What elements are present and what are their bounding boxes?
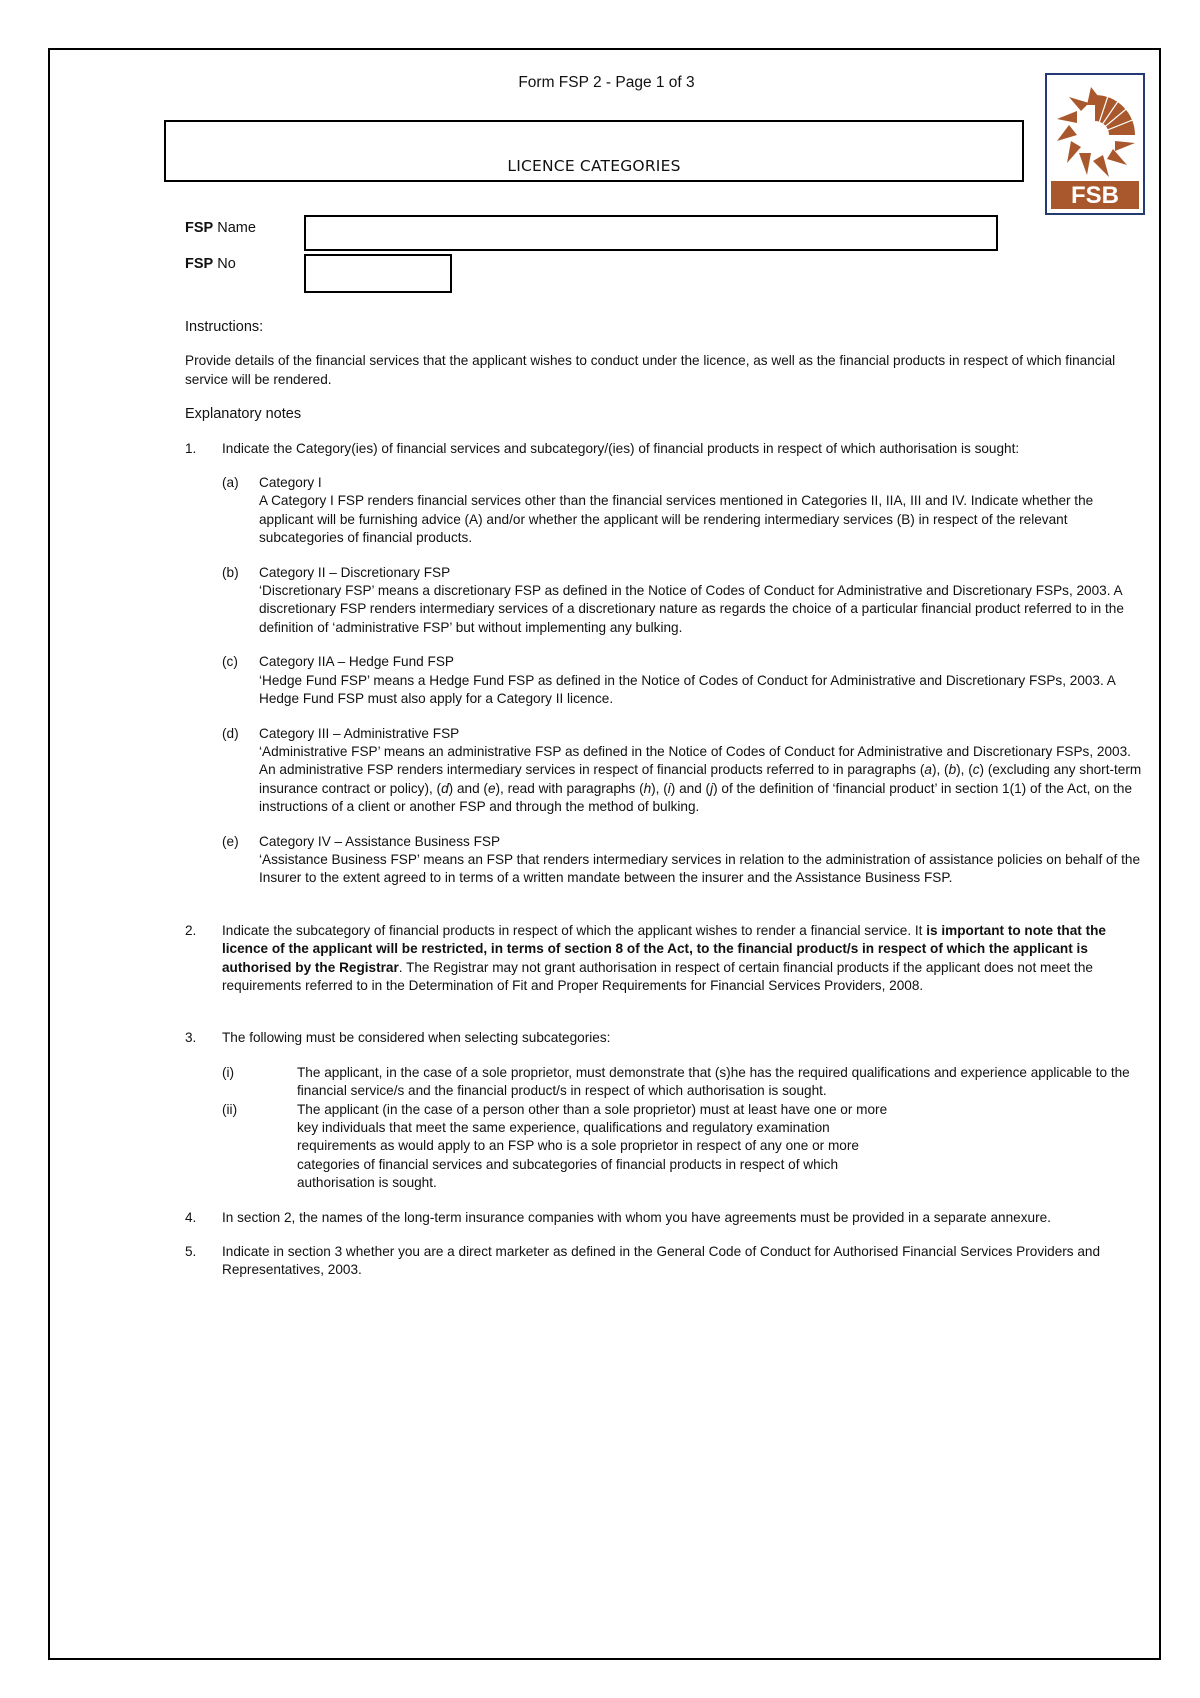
fsb-logo (1045, 73, 1145, 215)
category-title: Category I (259, 475, 322, 491)
section-title: LICENCE CATEGORIES (507, 157, 681, 175)
note-text: Indicate the subcategory of financial products in respect of which the applicant wishes to render a financial service. It is important to note that the licence of the applicant will be restricted, in terms of section 8 of the Act, to the financial product/s in respect of which the applicant is authorised by the Registrar. The Registrar may not grant authorisation in respect of certain financial products if the applicant does not meet the requirements referred to in the Determination of Fit and Proper Requirements for Financial Services Providers, 2008. (222, 922, 1106, 993)
category-label: (a) (222, 475, 239, 491)
section-title-box (164, 120, 1024, 182)
consideration-item-i (185, 1064, 1145, 1101)
category-title: Category III – Administrative FSP (259, 725, 460, 741)
note-item-2 (185, 922, 1145, 996)
form-page-header: Form FSP 2 - Page 1 of 3 (518, 74, 695, 91)
category-item-e (185, 833, 1145, 888)
notes-heading: Explanatory notes (185, 406, 302, 423)
fsp-name-input[interactable] (304, 215, 998, 251)
category-text: A Category I FSP renders financial services other than the financial services mentioned in Categories II, IIA, III and IV. Indicate whether the applicant will be furnishing advice (A) and/or whether the applicant will be rendering intermediary services (B) in respect of the relevant subcategories of financial products. (259, 493, 1094, 546)
category-item-b (185, 564, 1145, 638)
consideration-item-ii (185, 1101, 1145, 1193)
note-number: 2. (185, 922, 197, 938)
note-item-5 (185, 1243, 1145, 1280)
note-item-1 (185, 440, 1145, 458)
note-number: 5. (185, 1244, 197, 1260)
note-text: Indicate in section 3 whether you are a direct marketer as defined in the General Code of Conduct for Authorised Financial Services Providers and Representatives, 2003. (222, 1244, 1101, 1278)
category-item-a (185, 474, 1145, 548)
category-label: (b) (222, 564, 239, 580)
fsb-logo-text: FSB (1071, 182, 1119, 209)
note-text: In section 2, the names of the long-term insurance companies with whom you have agreements must be provided in a separate annexure. (222, 1209, 1051, 1225)
category-label: (e) (222, 833, 239, 849)
instructions-body (185, 318, 1145, 1280)
page-frame (48, 48, 1161, 1660)
consideration-line: The applicant (in the case of a person other than a sole proprietor) must at least have one or more (297, 1101, 888, 1117)
category-text: ‘Assistance Business FSP’ means an FSP that renders intermediary services in relation to the administration of assistance policies on behalf of the Insurer to the extent agreed to in terms of a written mandate between the insurer and the Assistance Business FSP. (259, 851, 1141, 886)
consideration-line: key individuals that meet the same experience, qualifications and regulatory examination (297, 1120, 830, 1135)
category-label: (d) (222, 725, 239, 741)
category-title: Category II – Discretionary FSP (259, 564, 451, 580)
instructions-text: Provide details of the financial services that the applicant wishes to conduct under the licence, as well as the financial products in respect of which financial service will be rendered. (185, 353, 1116, 387)
category-text: ‘Administrative FSP’ means an administrative FSP as defined in the Notice of Codes of Conduct for Administrative and Discretionary FSPs, 2003. An administrative FSP renders intermediary services in respect of financial products referred to in paragraphs (a), (b), (c) (excluding any short-term insurance contract or policy), (d) and (e), read with paragraphs (h), (i) and (j) of the definition of ‘financial product’ in section 1(1) of the Act, on the instructions of a client or another FSP and through the method of bulking. (259, 743, 1142, 815)
category-item-d (185, 725, 1145, 817)
fsb-logo-icon (1047, 75, 1143, 213)
note-item-3 (185, 1029, 1145, 1047)
note-item-4 (185, 1209, 1145, 1227)
consideration-text: The applicant, in the case of a sole proprietor, must demonstrate that (s)he has the required qualifications and experience applicable to the financial service/s and the financial product/s in respect of which authorisation is sought. (297, 1064, 1130, 1099)
fsp-no-input[interactable] (304, 254, 452, 293)
category-title: Category IV – Assistance Business FSP (259, 833, 501, 849)
consideration-label: (i) (222, 1064, 235, 1080)
note-number: 3. (185, 1030, 197, 1046)
category-label: (c) (222, 654, 238, 670)
fsp-no-label: FSP No (185, 256, 236, 272)
consideration-line: authorisation is sought. (297, 1175, 437, 1191)
consideration-line: categories of financial services and subcategories of financial products in respect of which (297, 1156, 839, 1172)
note-number: 4. (185, 1209, 197, 1225)
fsp-name-label: FSP Name (185, 220, 256, 236)
note-text: The following must be considered when selecting subcategories: (222, 1030, 611, 1046)
consideration-label: (ii) (222, 1101, 238, 1117)
category-item-c (185, 653, 1145, 708)
category-text: ‘Discretionary FSP’ means a discretionary FSP as defined in the Notice of Codes of Conduct for Administrative and Discretionary FSPs, 2003. A discretionary FSP renders intermediary services of a discretionary nature as regards the choice of a particular financial product referred to in the definition of ‘administrative FSP’ but without implementing any bulking. (259, 583, 1124, 635)
consideration-line: requirements as would apply to an FSP who is a sole proprietor in respect of any one or more (297, 1138, 859, 1154)
category-title: Category IIA – Hedge Fund FSP (259, 654, 454, 670)
note-number: 1. (185, 440, 197, 456)
instructions-heading: Instructions: (185, 319, 264, 335)
note-text: Indicate the Category(ies) of financial services and subcategory/(ies) of financial products in respect of which authorisation is sought: (222, 440, 1020, 456)
category-text: ‘Hedge Fund FSP’ means a Hedge Fund FSP as defined in the Notice of Codes of Conduct for Administrative and Discretionary FSPs, 2003. A Hedge Fund FSP must also apply for a Category II licence. (259, 672, 1116, 707)
